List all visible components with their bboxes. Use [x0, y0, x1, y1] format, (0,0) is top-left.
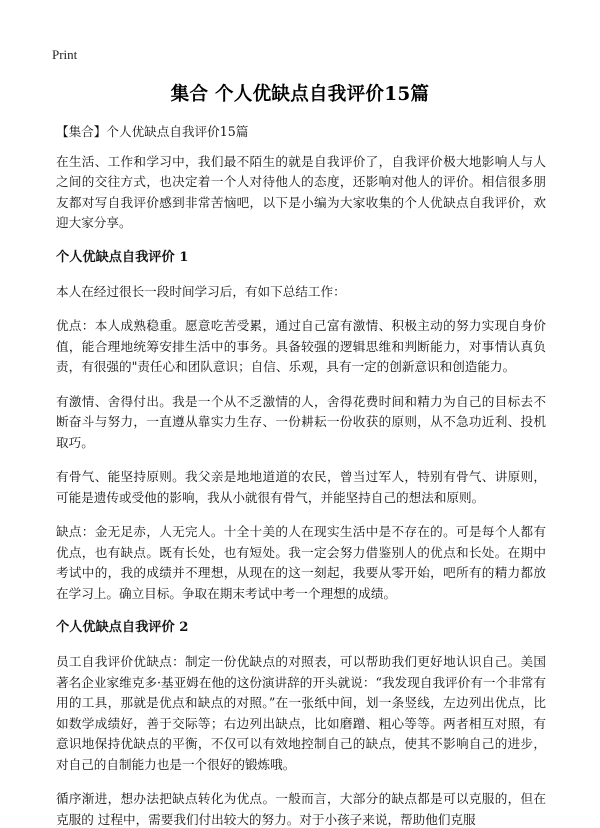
- paragraph: 有骨气、能坚持原则。我父亲是地地道道的农民，曾当过军人，特别有骨气、讲原则，可能是遗传或受他的影响，我从小就很有骨气，并能坚持自己的想法和原则。: [56, 469, 546, 505]
- paragraph: 有激情、舍得付出。我是一个从不乏激情的人，舍得花费时间和精力为自己的目标去不断奋斗与努力，一直遵从靠实力生存、一份耕耘一份收获的原则，从不急功近利、投机取巧。: [56, 393, 546, 450]
- paragraph: 缺点：金无足赤，人无完人。十全十美的人在现实生活中是不存在的。可是每个人都有优点，也有缺点。既有长处，也有短处。我一定会努力借鉴别人的优点和长处。在期中考试中的，我的成绩并不理想，从现在的这一刻起，我要从零开始，吧所有的精力都放在学习上。确立目标。争取在期末考试中考一个理想的成绩。: [56, 524, 546, 601]
- page-title: 集合 个人优缺点自我评价15篇: [170, 84, 430, 105]
- print-link[interactable]: Print: [52, 47, 78, 62]
- paragraph: 循序渐进，想办法把缺点转化为优点。一般而言，大部分的缺点都是可以克服的，但在克服的 过程中，需要我们付出较大的努力。对于小孩子来说，帮助他们克服: [56, 791, 546, 827]
- article-subtitle: 【集合】个人优缺点自我评价15篇: [56, 124, 249, 139]
- paragraph: 优点：本人成熟稳重。愿意吃苦受累，通过自己富有激情、积极主动的努力实现自身价值，能合理地统筹安排生活中的事务。具备较强的逻辑思维和判断能力，对事情认真负责，有很强的"责任心和团队意识；自信、乐观，具有一定的创新意识和创造能力。: [56, 318, 546, 374]
- article-body: [56, 122, 546, 828]
- section-heading: 个人优缺点自我评价 2: [56, 620, 189, 635]
- paragraph: 员工自我评价优缺点：制定一份优缺点的对照表，可以帮助我们更好地认识自己。美国著名企业家维克多·基亚姆在他的这份演讲辞的开头就说：“我发现自我评价有一个非常有用的工具，那就是优点和缺点的对照。”在一张纸中间，划一条竖线，左边列出优点，比如数学成绩好，善于交际等；右边列出缺点，比如磨蹭、粗心等等。两者相互对照，有意识地保持优缺点的平衡，不仅可以有效地控制自己的缺点，使其不影响自己的进步，对自己的自制能力也是一个很好的锻炼哦。: [56, 654, 546, 772]
- intro-paragraph: 在生活、工作和学习中，我们最不陌生的就是自我评价了，自我评价极大地影响人与人之间的交往方式，也决定着一个人对待他人的态度，还影响对他人的评价。相信很多朋友都对写自我评价感到非常苦恼吧，以下是小编为大家收集的个人优缺点自我评价，欢迎大家分享。: [56, 153, 546, 230]
- section-heading: 个人优缺点自我评价 1: [56, 249, 189, 265]
- paragraph: 本人在经过很长一段时间学习后，有如下总结工作：: [56, 283, 346, 299]
